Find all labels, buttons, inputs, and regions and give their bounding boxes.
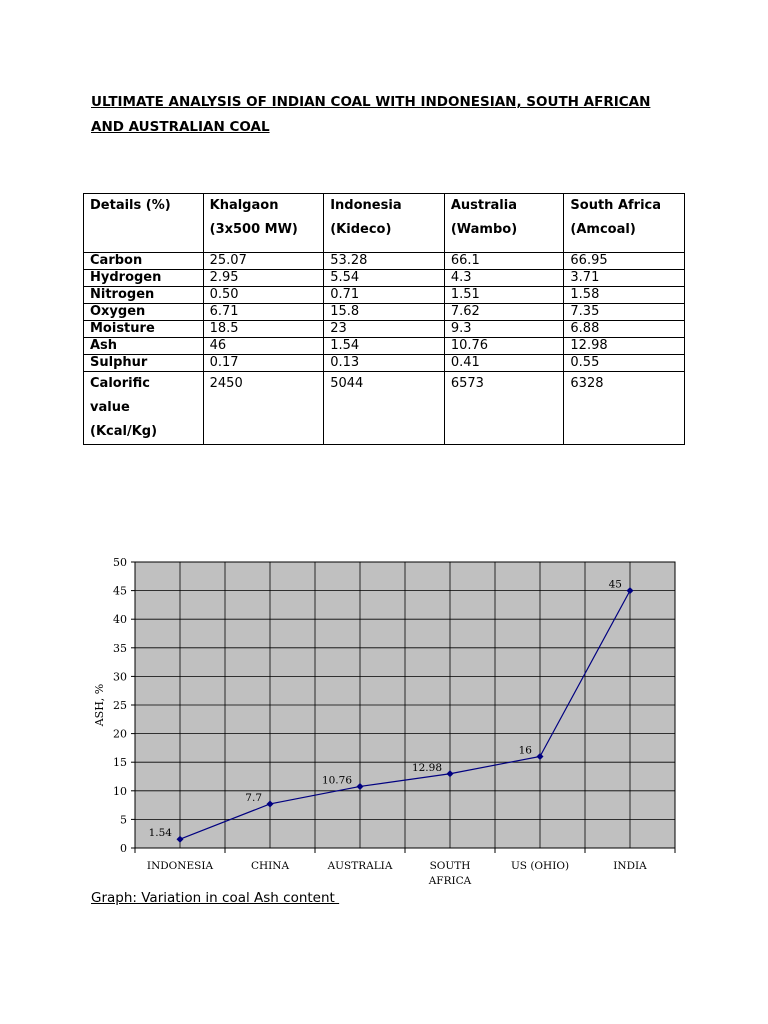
table-cell: 0.13 bbox=[324, 355, 445, 372]
row-label: Sulphur bbox=[84, 355, 204, 372]
y-tick-label: 0 bbox=[120, 842, 127, 855]
header-line-2: (Wambo) bbox=[450, 222, 518, 237]
header-line-2: (Kideco) bbox=[330, 222, 392, 237]
header-line-2: (3x500 MW) bbox=[209, 222, 298, 237]
table-row bbox=[84, 270, 685, 287]
table-cell: 66.1 bbox=[444, 253, 564, 270]
table-cell: 46 bbox=[203, 338, 324, 355]
table-cell: 7.35 bbox=[564, 304, 685, 321]
row-label: Moisture bbox=[84, 321, 204, 338]
table-cell: 1.51 bbox=[444, 287, 564, 304]
table-row bbox=[84, 287, 685, 304]
header-line-2: (Amcoal) bbox=[570, 222, 636, 237]
table-cell: 6573 bbox=[444, 372, 564, 445]
data-label: 45 bbox=[608, 578, 622, 591]
table-cell: 7.62 bbox=[444, 304, 564, 321]
table-cell: 9.3 bbox=[444, 321, 564, 338]
title-line-2: AND AUSTRALIAN COAL bbox=[91, 119, 270, 135]
table-row bbox=[84, 321, 685, 338]
data-label: 16 bbox=[518, 744, 532, 757]
x-tick-label: AFRICA bbox=[428, 875, 472, 887]
header-line-1: South Africa bbox=[570, 198, 662, 213]
data-label: 7.7 bbox=[245, 791, 262, 804]
x-tick-label: US (OHIO) bbox=[510, 860, 570, 872]
table-cell: 25.07 bbox=[203, 253, 324, 270]
data-label: 1.54 bbox=[148, 827, 172, 840]
document-title bbox=[91, 90, 691, 140]
data-label: 12.98 bbox=[411, 761, 442, 774]
row-label: Oxygen bbox=[84, 304, 204, 321]
y-tick-label: 45 bbox=[113, 584, 127, 598]
table-cell: 0.55 bbox=[564, 355, 685, 372]
table-cell: 1.58 bbox=[564, 287, 685, 304]
x-tick-label: SOUTH bbox=[429, 860, 471, 872]
table-cell: 0.41 bbox=[444, 355, 564, 372]
row-label: Carbon bbox=[84, 253, 204, 270]
y-tick-label: 50 bbox=[113, 556, 127, 569]
table-cell: 6.88 bbox=[564, 321, 685, 338]
table-cell: 0.17 bbox=[203, 355, 324, 372]
y-tick-label: 40 bbox=[113, 613, 127, 627]
header-line-1: Khalgaon bbox=[209, 198, 279, 213]
table-cell: 1.54 bbox=[324, 338, 445, 355]
data-label: 10.76 bbox=[321, 774, 352, 787]
table-cell: 6.71 bbox=[203, 304, 324, 321]
y-tick-label: 20 bbox=[113, 727, 127, 741]
table-cell: 5044 bbox=[324, 372, 445, 445]
table-row-calorific bbox=[84, 372, 685, 445]
header-line-1: Australia bbox=[450, 198, 517, 213]
x-tick-label: INDONESIA bbox=[146, 860, 214, 872]
y-tick-label: 5 bbox=[120, 813, 127, 827]
x-tick-label: AUSTRALIA bbox=[327, 860, 393, 872]
x-tick-label: CHINA bbox=[250, 860, 290, 872]
x-tick-label: INDIA bbox=[613, 860, 647, 872]
table-header-cell bbox=[84, 194, 204, 253]
title-line-1: ULTIMATE ANALYSIS OF INDIAN COAL WITH INDONESIAN, SOUTH AFRICAN bbox=[91, 94, 651, 110]
table-cell: 5.54 bbox=[324, 270, 445, 287]
row-label bbox=[84, 372, 204, 445]
table-cell: 6328 bbox=[564, 372, 685, 445]
header-line-1: Indonesia bbox=[330, 198, 402, 213]
y-tick-label: 25 bbox=[113, 699, 127, 712]
row-label: Hydrogen bbox=[84, 270, 204, 287]
table-row bbox=[84, 253, 685, 270]
y-tick-label: 15 bbox=[113, 756, 127, 770]
ash-content-chart bbox=[90, 548, 690, 893]
table-cell: 0.71 bbox=[324, 287, 445, 304]
table-cell: 18.5 bbox=[203, 321, 324, 338]
row-label-line: Calorific bbox=[90, 376, 150, 391]
header-line-1: Details (%) bbox=[90, 198, 171, 213]
table-cell: 4.3 bbox=[444, 270, 564, 287]
ultimate-analysis-table bbox=[83, 193, 685, 445]
table-cell: 12.98 bbox=[564, 338, 685, 355]
row-label-line: (Kcal/Kg) bbox=[90, 424, 158, 439]
row-label: Nitrogen bbox=[84, 287, 204, 304]
y-tick-label: 35 bbox=[113, 641, 127, 655]
table-row bbox=[84, 304, 685, 321]
table-header-cell bbox=[324, 194, 445, 253]
table-header-cell bbox=[203, 194, 324, 253]
table-header-row bbox=[84, 194, 685, 253]
table-row bbox=[84, 338, 685, 355]
table-cell: 53.28 bbox=[324, 253, 445, 270]
table-cell: 15.8 bbox=[324, 304, 445, 321]
y-tick-label: 10 bbox=[113, 784, 127, 798]
table-header-cell bbox=[444, 194, 564, 253]
y-axis-label: ASH, % bbox=[93, 683, 106, 727]
row-label: Ash bbox=[84, 338, 204, 355]
table-cell: 2450 bbox=[203, 372, 324, 445]
table-cell: 10.76 bbox=[444, 338, 564, 355]
table-cell: 23 bbox=[324, 321, 445, 338]
table-row bbox=[84, 355, 685, 372]
table-cell: 66.95 bbox=[564, 253, 685, 270]
table-header-cell bbox=[564, 194, 685, 253]
graph-caption: Graph: Variation in coal Ash content bbox=[91, 890, 340, 906]
table-cell: 2.95 bbox=[203, 270, 324, 287]
table-cell: 0.50 bbox=[203, 287, 324, 304]
table-cell: 3.71 bbox=[564, 270, 685, 287]
row-label-line: value bbox=[90, 400, 130, 415]
y-tick-label: 30 bbox=[113, 670, 127, 684]
